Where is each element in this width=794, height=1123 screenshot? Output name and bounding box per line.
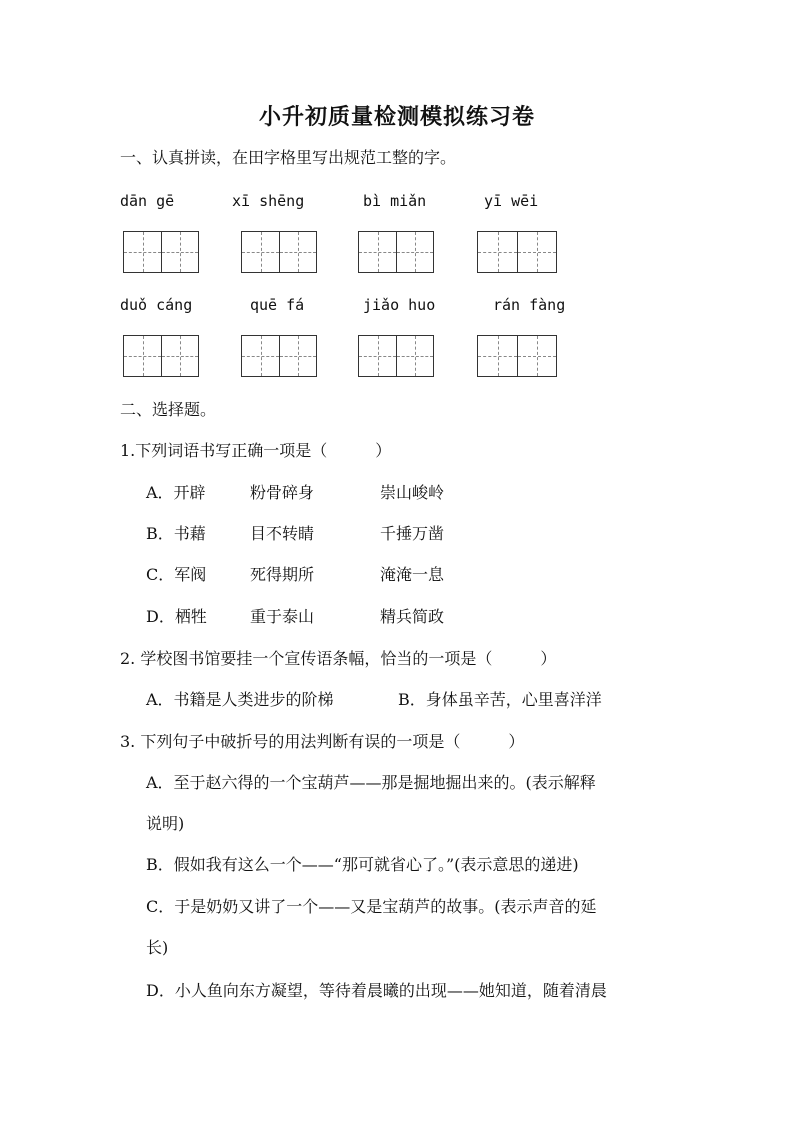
q3-stem: 3. 下列句子中破折号的用法判断有误的一项是（ ） <box>120 732 525 751</box>
pinyin-1: dān gē <box>120 192 175 210</box>
tianzige-3[interactable] <box>358 231 434 273</box>
tianzige-8[interactable] <box>477 335 557 377</box>
tianzige-7[interactable] <box>358 335 434 377</box>
q1-option-c-word3: 淹淹一息 <box>380 565 445 584</box>
tianzige-2[interactable] <box>241 231 317 273</box>
pinyin-7: jiǎo huo <box>363 296 436 314</box>
q3-option-a-line1: A．至于赵六得的一个宝葫芦——那是掘地掘出来的。(表示解释 <box>146 773 596 792</box>
tianzige-1[interactable] <box>123 231 199 273</box>
pinyin-4: yī wēi <box>484 192 539 210</box>
pinyin-3: bì miǎn <box>363 192 427 210</box>
q3-option-d-line1: D．小人鱼向东方凝望，等待着晨曦的出现——她知道，随着清晨 <box>146 981 607 1000</box>
pinyin-5: duǒ cáng <box>120 296 193 314</box>
q1-option-a: A．开辟 <box>146 483 206 502</box>
q3-option-b: B．假如我有这么一个——“那可就省心了。”(表示意思的递进) <box>146 855 579 874</box>
tianzige-5[interactable] <box>123 335 199 377</box>
q2-option-b: B．身体虽辛苦，心里喜洋洋 <box>398 690 602 709</box>
q1-option-c-word2: 死得期所 <box>250 565 315 584</box>
q1-stem: 1.下列词语书写正确一项是（ ） <box>120 441 392 460</box>
q1-option-c: C．军阀 <box>146 565 207 584</box>
q3-option-c-line2: 长) <box>146 938 169 957</box>
q1-option-a-word2: 粉骨碎身 <box>250 483 315 502</box>
q1-option-b-word3: 千捶万凿 <box>380 524 445 543</box>
pinyin-6: quē fá <box>250 296 305 314</box>
q2-stem: 2. 学校图书馆要挂一个宣传语条幅，恰当的一项是（ ） <box>120 649 557 668</box>
q3-option-c-line1: C．于是奶奶又讲了一个——又是宝葫芦的故事。(表示声音的延 <box>146 897 597 916</box>
section2-heading: 二、选择题。 <box>120 400 217 419</box>
q1-option-d-word3: 精兵简政 <box>380 607 445 626</box>
pinyin-8: rán fàng <box>493 296 566 314</box>
page-title: 小升初质量检测模拟练习卷 <box>258 104 535 130</box>
section1-heading: 一、认真拼读，在田字格里写出规范工整的字。 <box>120 148 457 167</box>
q1-option-a-word3: 崇山峻岭 <box>380 483 445 502</box>
tianzige-6[interactable] <box>241 335 317 377</box>
q1-option-d: D．栖牲 <box>146 607 207 626</box>
q2-option-a: A．书籍是人类进步的阶梯 <box>146 690 334 709</box>
q3-option-a-line2: 说明) <box>146 814 185 833</box>
pinyin-2: xī shēng <box>232 192 305 210</box>
q1-option-b-word2: 目不转睛 <box>250 524 315 543</box>
q1-option-d-word2: 重于泰山 <box>250 607 315 626</box>
tianzige-4[interactable] <box>477 231 557 273</box>
q1-option-b: B．书藉 <box>146 524 206 543</box>
